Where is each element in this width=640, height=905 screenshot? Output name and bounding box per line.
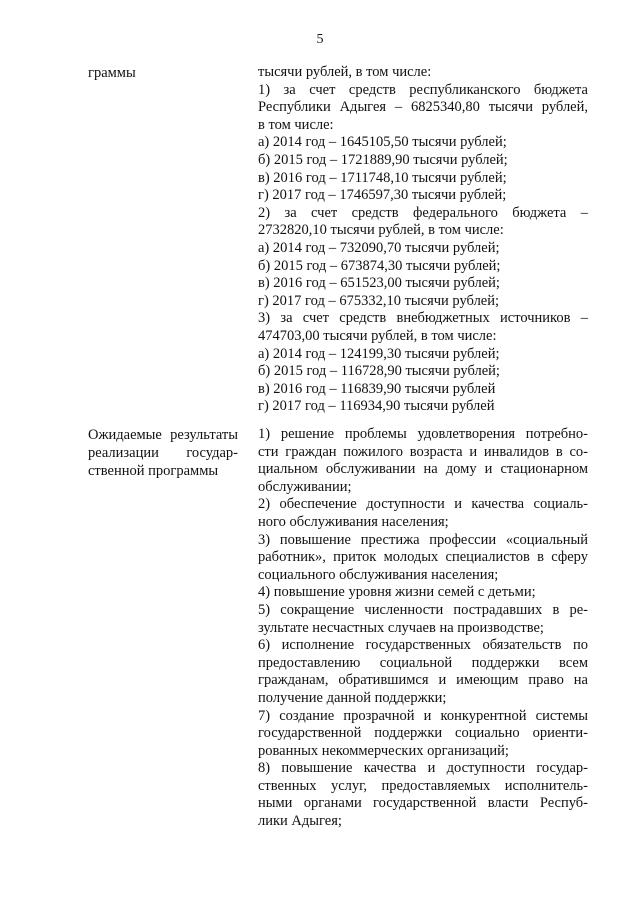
- text-line: реализации государ-: [88, 445, 238, 461]
- text-line: 3) за счет средств внебюджетных источников –: [258, 310, 588, 327]
- text-line: рованных некоммерческих организаций;: [258, 742, 509, 759]
- text-line: тысячи рублей, в том числе:: [258, 64, 432, 80]
- text-line: работник», приток молодых специалистов в сферу: [258, 549, 588, 566]
- text-line: циальном обслуживании на дому и стационарном: [258, 461, 588, 478]
- text-line: получение данной поддержки;: [258, 689, 447, 706]
- results-text: [258, 426, 588, 831]
- text-line: Ожидаемые результаты: [88, 427, 238, 443]
- text-line: зультате несчастных случаев на производстве;: [258, 619, 544, 636]
- results-label: [88, 426, 238, 480]
- text-line: в) 2016 год – 116839,90 тысячи рублей: [258, 380, 496, 397]
- text-line: ственной программы: [88, 463, 219, 479]
- funding-label: граммы: [88, 65, 136, 81]
- text-line: 2) за счет средств федерального бюджета –: [258, 204, 588, 221]
- text-line: а) 2014 год – 732090,70 тысячи рублей;: [258, 239, 500, 256]
- text-line: обслуживании;: [258, 478, 352, 495]
- text-line: 2732820,10 тысячи рублей, в том числе:: [258, 222, 504, 239]
- text-line: а) 2014 год – 124199,30 тысячи рублей;: [258, 345, 500, 362]
- text-line: Республики Адыгея – 6825340,80 тысячи рублей,: [258, 99, 588, 116]
- text-line: в) 2016 год – 1711748,10 тысячи рублей;: [258, 169, 507, 186]
- text-line: в том числе:: [258, 116, 334, 133]
- text-line: сти граждан пожилого возраста и инвалидов в со-: [258, 443, 588, 460]
- text-line: г) 2017 год – 1746597,30 тысячи рублей;: [258, 187, 507, 204]
- text-line: 8) повышение качества и доступности государ-: [258, 760, 588, 777]
- text-line: социального обслуживания населения;: [258, 566, 499, 583]
- text-line: лики Адыгея;: [258, 813, 342, 830]
- text-line: 474703,00 тысячи рублей, в том числе:: [258, 327, 497, 344]
- text-line: 1) решение проблемы удовлетворения потребно-: [258, 426, 588, 442]
- text-line: 1) за счет средств республиканского бюджета: [258, 81, 588, 98]
- text-line: 5) сокращение численности пострадавших в ре-: [258, 601, 588, 618]
- text-line: государственной поддержки социально ориенти-: [258, 725, 588, 742]
- text-line: ного обслуживания населения;: [258, 513, 449, 530]
- page-number: 5: [316, 32, 324, 47]
- funding-text: [258, 64, 588, 416]
- text-line: г) 2017 год – 675332,10 тысячи рублей;: [258, 292, 500, 309]
- text-line: предоставлению социальной поддержки всем: [258, 654, 588, 671]
- text-line: 7) создание прозрачной и конкурентной системы: [258, 707, 588, 724]
- text-line: 4) повышение уровня жизни семей с детьми;: [258, 584, 536, 601]
- text-line: б) 2015 год – 673874,30 тысячи рублей;: [258, 257, 501, 274]
- text-line: б) 2015 год – 1721889,90 тысячи рублей;: [258, 151, 508, 168]
- text-line: б) 2015 год – 116728,90 тысячи рублей;: [258, 363, 500, 380]
- text-line: гражданам, обратившимся и имеющим право на: [258, 672, 588, 689]
- text-line: г) 2017 год – 116934,90 тысячи рублей: [258, 398, 495, 415]
- text-line: 2) обеспечение доступности и качества социаль-: [258, 496, 588, 513]
- text-line: 3) повышение престижа профессии «социальный: [258, 531, 588, 548]
- text-line: в) 2016 год – 651523,00 тысячи рублей;: [258, 275, 500, 292]
- text-line: а) 2014 год – 1645105,50 тысячи рублей;: [258, 134, 507, 151]
- text-line: 6) исполнение государственных обязательств по: [258, 637, 588, 654]
- text-line: ными органами государственной власти Респуб-: [258, 795, 588, 812]
- text-line: ственных услуг, предоставляемых исполнитель-: [258, 777, 588, 794]
